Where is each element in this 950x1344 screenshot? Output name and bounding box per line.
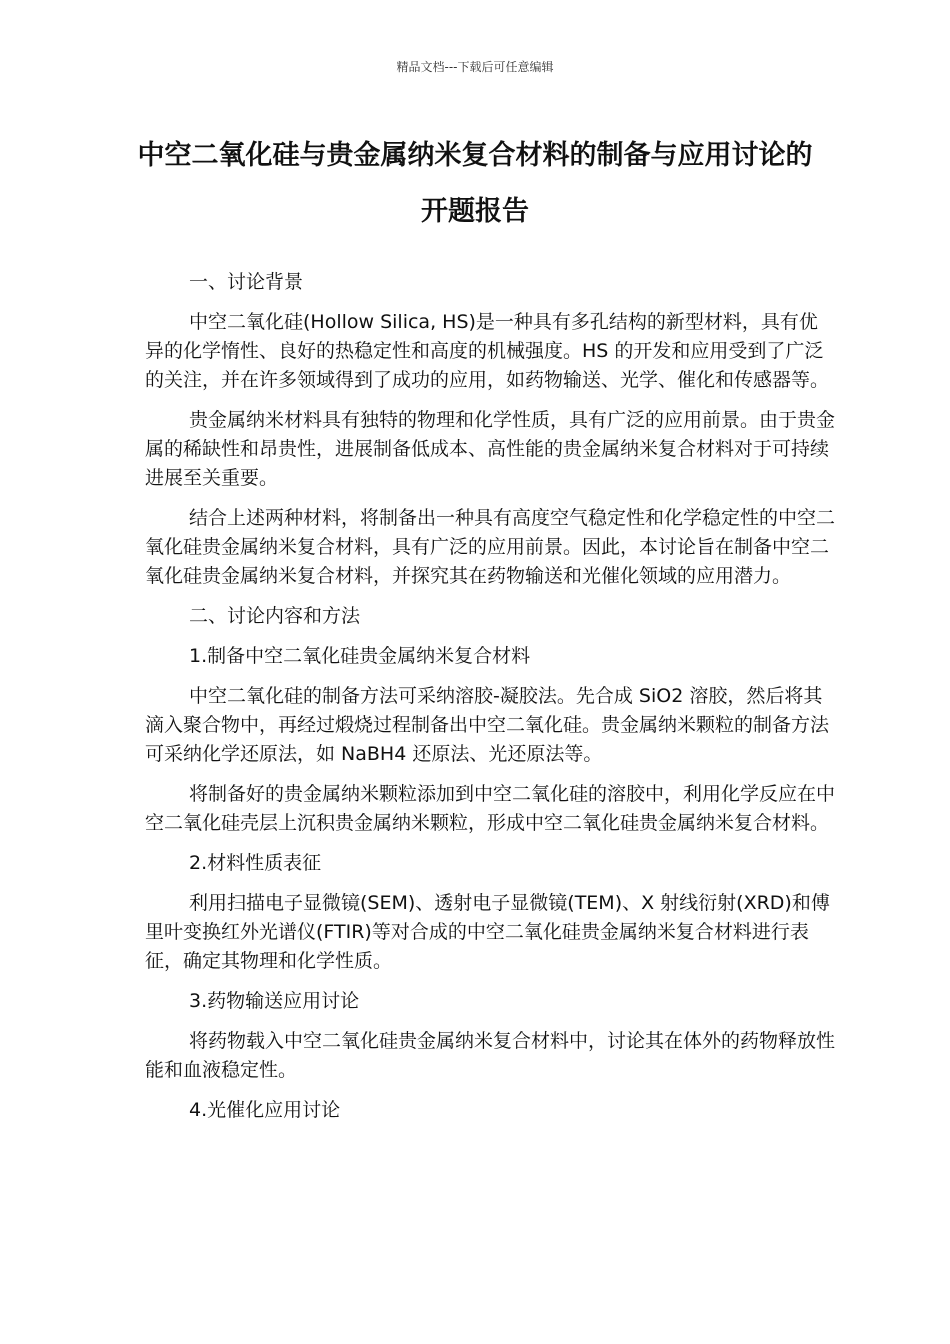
- header-note: 精品文档---下载后可任意编辑: [396, 60, 554, 74]
- paragraph-hollow-silica-intro: 中空二氧化硅(Hollow Silica, HS)是一种具有多孔结构的新型材料，具有优异的化学惰性、良好的热稳定性和高度的机械强度。HS 的开发和应用受到了广泛的关注，并在许多领域得到了成功的应用，如药物输送、光学、催化和传感器等。: [145, 311, 830, 391]
- subheading-drug-delivery: 3.药物输送应用讨论: [189, 990, 360, 1012]
- section-heading-background: 一、讨论背景: [189, 271, 304, 293]
- subheading-characterization: 2.材料性质表征: [189, 852, 322, 874]
- section-heading-content-methods: 二、讨论内容和方法: [189, 605, 361, 627]
- paragraph-characterization: 利用扫描电子显微镜(SEM)、透射电子显微镜(TEM)、X 射线衍射(XRD)和傅里叶变换红外光谱仪(FTIR)等对合成的中空二氧化硅贵金属纳米复合材料进行表征，确定其物理和化学性质。: [145, 892, 830, 972]
- paragraph-preparation-method: 中空二氧化硅的制备方法可采纳溶胶-凝胶法。先合成 SiO2 溶胶，然后将其滴入聚合物中，再经过煅烧过程制备出中空二氧化硅。贵金属纳米颗粒的制备方法可采纳化学还原法，如 NaBH4 还原法、光还原法等。: [145, 685, 830, 765]
- paragraph-noble-metal-intro: 贵金属纳米材料具有独特的物理和化学性质，具有广泛的应用前景。由于贵金属的稀缺性和昂贵性，进展制备低成本、高性能的贵金属纳米复合材料对于可持续进展至关重要。: [145, 409, 836, 489]
- paragraph-drug-delivery: 将药物载入中空二氧化硅贵金属纳米复合材料中，讨论其在体外的药物释放性能和血液稳定性。: [145, 1030, 836, 1081]
- document-body: [145, 268, 835, 1136]
- document-title: 中空二氧化硅与贵金属纳米复合材料的制备与应用讨论的开题报告: [137, 140, 813, 227]
- subheading-preparation: 1.制备中空二氧化硅贵金属纳米复合材料: [189, 645, 531, 667]
- paragraph-research-aim: 结合上述两种材料，将制备出一种具有高度空气稳定性和化学稳定性的中空二氧化硅贵金属纳米复合材料，具有广泛的应用前景。因此，本讨论旨在制备中空二氧化硅贵金属纳米复合材料，并探究其在药物输送和光催化领域的应用潜力。: [145, 507, 836, 587]
- subheading-photocatalysis: 4.光催化应用讨论: [189, 1099, 341, 1121]
- paragraph-deposition: 将制备好的贵金属纳米颗粒添加到中空二氧化硅的溶胶中，利用化学反应在中空二氧化硅壳层上沉积贵金属纳米颗粒，形成中空二氧化硅贵金属纳米复合材料。: [145, 783, 836, 834]
